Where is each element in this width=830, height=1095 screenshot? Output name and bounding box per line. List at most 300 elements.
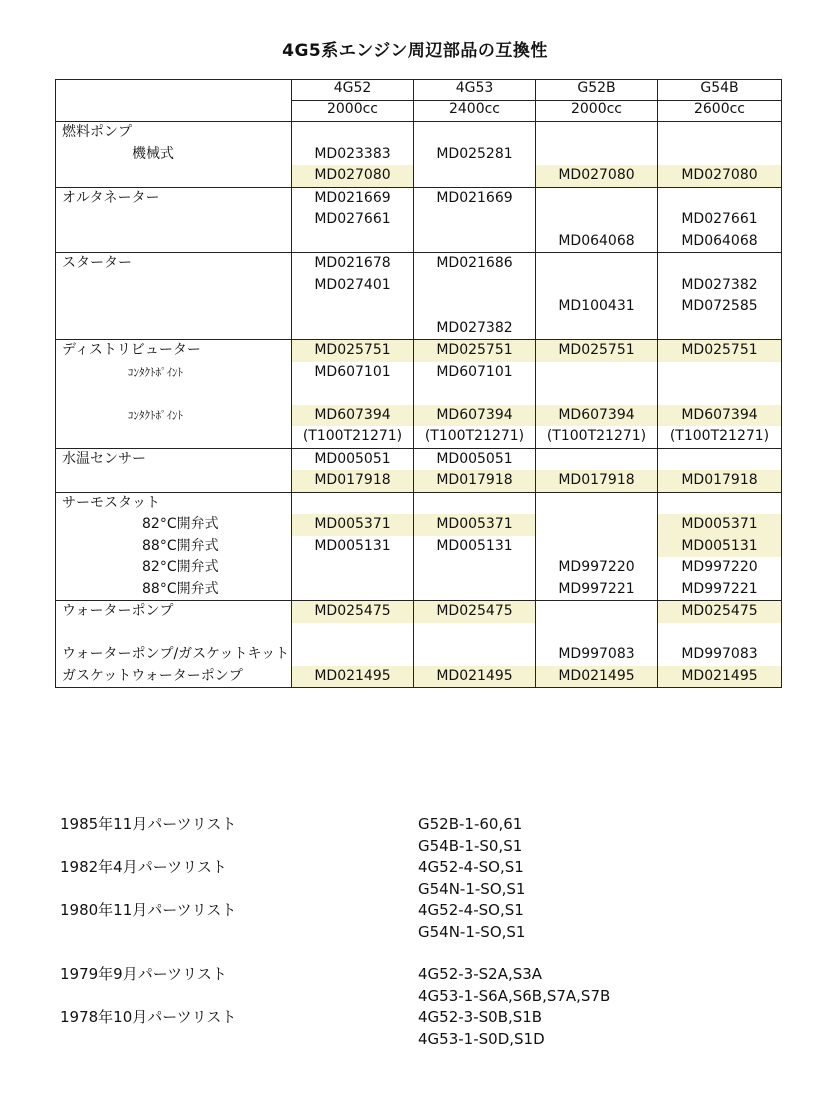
part-number: MD025475 bbox=[314, 603, 391, 619]
part-number bbox=[718, 123, 722, 141]
part-number-line bbox=[292, 188, 413, 210]
part-number bbox=[473, 384, 477, 402]
parts-list-code: 4G52-3-S0B,S1B bbox=[418, 1008, 543, 1026]
part-number-line bbox=[292, 470, 413, 492]
part-subtype: ガスケットウォーターポンプ bbox=[62, 667, 243, 684]
part-number-cell bbox=[536, 492, 658, 601]
part-number bbox=[718, 450, 722, 468]
part-number-cell bbox=[414, 601, 536, 688]
part-number: MD027080 bbox=[558, 167, 635, 183]
part-number-line bbox=[292, 275, 413, 297]
part-number-line bbox=[658, 579, 781, 601]
col-header-cc: 2000cc bbox=[536, 101, 658, 122]
part-number-line bbox=[292, 644, 413, 666]
part-number: MD607394 bbox=[681, 406, 758, 423]
part-label-cell bbox=[56, 492, 292, 601]
part-number: MD021669 bbox=[314, 189, 391, 206]
part-number-cell bbox=[658, 492, 782, 601]
part-number-line bbox=[536, 122, 657, 144]
part-subtype bbox=[56, 296, 291, 318]
part-number: (T100T21271) bbox=[546, 428, 647, 444]
part-number: MD607101 bbox=[436, 363, 513, 380]
part-number-line bbox=[414, 362, 535, 384]
part-number bbox=[473, 624, 477, 642]
part-number-line bbox=[414, 405, 535, 427]
part-number: MD021495 bbox=[436, 667, 513, 684]
part-number-line bbox=[536, 296, 657, 318]
col-header-cc: 2400cc bbox=[414, 101, 536, 122]
part-subtype: 88°C開弁式 bbox=[142, 537, 219, 554]
parts-list-row bbox=[60, 964, 760, 986]
part-subtype bbox=[56, 275, 291, 297]
part-number: MD005371 bbox=[681, 516, 758, 532]
col-header-model: G52B bbox=[536, 80, 658, 101]
part-number-cell bbox=[536, 448, 658, 492]
part-number-line bbox=[658, 253, 781, 275]
part-number-line bbox=[658, 426, 781, 448]
part-number-cell bbox=[536, 187, 658, 253]
part-number: MD021495 bbox=[558, 667, 635, 684]
parts-list-code: 4G53-1-S6A,S6B,S7A,S7B bbox=[418, 986, 611, 1005]
page-title: 4G5系エンジン周辺部品の互換性 bbox=[282, 41, 548, 61]
part-number-line bbox=[292, 231, 413, 253]
part-number-line bbox=[292, 557, 413, 579]
section-row bbox=[56, 122, 782, 188]
part-number bbox=[473, 166, 477, 184]
part-subtype bbox=[56, 209, 291, 231]
part-number-line bbox=[414, 318, 535, 340]
part-number-line bbox=[658, 514, 781, 536]
part-number-line bbox=[536, 188, 657, 210]
parts-list-code: G54N-1-SO,S1 bbox=[418, 922, 526, 941]
col-header-model: G54B bbox=[658, 80, 782, 101]
part-number bbox=[595, 624, 599, 642]
header-row-model bbox=[56, 80, 782, 101]
part-number: MD025751 bbox=[558, 342, 635, 358]
part-number: MD027080 bbox=[314, 167, 391, 183]
part-number-cell bbox=[292, 448, 414, 492]
part-number-line bbox=[658, 209, 781, 231]
part-number-line bbox=[658, 318, 781, 340]
part-number bbox=[718, 145, 722, 163]
part-number-line bbox=[292, 340, 413, 362]
part-number-line bbox=[536, 231, 657, 253]
part-number-line bbox=[658, 644, 781, 666]
part-number-line bbox=[414, 493, 535, 515]
part-number bbox=[595, 515, 599, 533]
part-number-line bbox=[414, 557, 535, 579]
part-number-line bbox=[658, 536, 781, 558]
part-number: MD997083 bbox=[558, 646, 635, 662]
part-number bbox=[473, 494, 477, 512]
part-number: MD997220 bbox=[558, 559, 635, 575]
part-number bbox=[351, 645, 355, 663]
part-number-cell bbox=[536, 253, 658, 340]
part-number-line bbox=[536, 275, 657, 297]
part-number: MD005131 bbox=[314, 537, 391, 554]
col-header-model: 4G53 bbox=[414, 80, 536, 101]
part-number: MD997083 bbox=[681, 646, 758, 662]
part-number-line bbox=[414, 601, 535, 623]
part-number: MD021686 bbox=[436, 255, 513, 271]
part-number-cell bbox=[536, 340, 658, 449]
part-number-line bbox=[292, 449, 413, 471]
part-number-line bbox=[292, 165, 413, 187]
parts-list-date: 1982年4月パーツリスト bbox=[60, 858, 227, 876]
part-name: サーモスタット bbox=[62, 494, 160, 511]
part-number-line bbox=[536, 536, 657, 558]
part-number-line bbox=[536, 666, 657, 688]
part-number-line bbox=[414, 122, 535, 144]
part-subtype: 82°C開弁式 bbox=[142, 516, 219, 532]
part-subtype: 82°C開弁式 bbox=[142, 559, 219, 575]
parts-list-code: G54B-1-S0,S1 bbox=[418, 836, 523, 855]
part-number-line bbox=[414, 231, 535, 253]
part-number-line bbox=[536, 383, 657, 405]
part-number bbox=[595, 602, 599, 620]
part-subtype: ｺﾝﾀｸﾄﾎﾟｲﾝﾄ bbox=[128, 365, 183, 379]
parts-list-row bbox=[60, 814, 760, 836]
section-row bbox=[56, 253, 782, 340]
part-number-line bbox=[658, 362, 781, 384]
part-subtype: ウォーターポンプ/ガスケットキット bbox=[62, 646, 290, 662]
part-number-cell bbox=[414, 122, 536, 188]
part-label-cell bbox=[56, 187, 292, 253]
part-number: MD025751 bbox=[436, 342, 513, 358]
parts-list-code: 4G52-4-SO,S1 bbox=[418, 858, 524, 876]
part-name: ディストリビューター bbox=[62, 342, 201, 358]
part-number: MD021669 bbox=[436, 189, 513, 206]
part-number-cell bbox=[658, 122, 782, 188]
parts-list-date: 1980年11月パーツリスト bbox=[60, 901, 237, 919]
parts-list-code: G54N-1-SO,S1 bbox=[418, 879, 526, 898]
part-number: MD025475 bbox=[681, 603, 758, 619]
part-number-line bbox=[658, 470, 781, 492]
part-number: MD005131 bbox=[681, 537, 758, 554]
part-number-line bbox=[536, 165, 657, 187]
part-number-line bbox=[414, 383, 535, 405]
part-number-line bbox=[536, 144, 657, 166]
part-number-cell bbox=[536, 601, 658, 688]
part-number-line bbox=[292, 579, 413, 601]
part-number bbox=[595, 537, 599, 555]
part-number bbox=[595, 384, 599, 402]
part-number-line bbox=[414, 579, 535, 601]
part-number-line bbox=[292, 253, 413, 275]
part-number: MD064068 bbox=[558, 232, 635, 249]
parts-list-date: 1979年9月パーツリスト bbox=[60, 965, 227, 983]
part-number bbox=[473, 210, 477, 228]
part-number-line bbox=[414, 165, 535, 187]
part-number-line bbox=[536, 493, 657, 515]
part-number-line bbox=[536, 362, 657, 384]
part-number-line bbox=[414, 296, 535, 318]
part-number bbox=[595, 363, 599, 381]
part-number-line bbox=[658, 383, 781, 405]
part-number: MD027382 bbox=[436, 319, 513, 336]
col-header-model: 4G52 bbox=[292, 80, 414, 101]
part-number-line bbox=[414, 623, 535, 645]
part-number: MD017918 bbox=[681, 472, 758, 488]
part-number: (T100T21271) bbox=[669, 428, 770, 444]
part-number-line bbox=[292, 362, 413, 384]
part-subtype: 機械式 bbox=[132, 145, 174, 162]
part-number: MD027080 bbox=[681, 167, 758, 183]
part-subtype bbox=[56, 426, 291, 448]
part-name: 燃料ポンプ bbox=[62, 124, 132, 140]
part-number: MD607101 bbox=[314, 363, 391, 380]
part-number bbox=[473, 232, 477, 250]
part-number bbox=[351, 297, 355, 315]
part-number-line bbox=[292, 666, 413, 688]
part-number-line bbox=[658, 122, 781, 144]
part-subtype bbox=[56, 383, 291, 405]
parts-list-row bbox=[60, 1029, 760, 1051]
part-number: MD607394 bbox=[436, 406, 513, 423]
part-number-cell bbox=[414, 448, 536, 492]
part-number-line bbox=[536, 579, 657, 601]
part-number-line bbox=[292, 209, 413, 231]
part-name: スターター bbox=[62, 255, 132, 271]
part-number: MD005051 bbox=[436, 450, 513, 467]
part-number: MD997221 bbox=[558, 580, 635, 597]
part-name: ウォーターポンプ bbox=[62, 603, 174, 619]
part-number-line bbox=[536, 340, 657, 362]
part-number-line bbox=[414, 536, 535, 558]
part-number-cell bbox=[292, 340, 414, 449]
part-number-cell bbox=[658, 340, 782, 449]
col-header-cc: 2600cc bbox=[658, 101, 782, 122]
part-name: オルタネーター bbox=[62, 189, 160, 206]
part-number bbox=[351, 384, 355, 402]
part-number: MD997220 bbox=[681, 559, 758, 575]
part-number bbox=[473, 558, 477, 576]
part-number bbox=[473, 297, 477, 315]
part-number: MD027401 bbox=[314, 276, 391, 293]
part-number-line bbox=[536, 557, 657, 579]
part-number bbox=[718, 319, 722, 337]
spacer bbox=[60, 943, 760, 964]
part-number bbox=[718, 624, 722, 642]
part-number-line bbox=[536, 470, 657, 492]
part-number-line bbox=[658, 340, 781, 362]
part-number-line bbox=[292, 514, 413, 536]
part-number-line bbox=[292, 623, 413, 645]
part-number-line bbox=[658, 601, 781, 623]
part-number bbox=[718, 494, 722, 512]
parts-list-row bbox=[60, 857, 760, 879]
part-number-line bbox=[414, 209, 535, 231]
part-number-cell bbox=[658, 253, 782, 340]
part-number bbox=[351, 319, 355, 337]
section-row bbox=[56, 448, 782, 492]
part-number: MD607394 bbox=[314, 406, 391, 423]
part-number-line bbox=[658, 623, 781, 645]
part-number-line bbox=[658, 144, 781, 166]
part-number-line bbox=[292, 296, 413, 318]
part-name: 水温センサー bbox=[62, 450, 146, 467]
part-number-line bbox=[658, 557, 781, 579]
part-number: MD021495 bbox=[681, 667, 758, 684]
part-number-cell bbox=[414, 253, 536, 340]
part-number: MD997221 bbox=[681, 580, 758, 597]
part-number-line bbox=[414, 666, 535, 688]
part-number: MD027661 bbox=[314, 211, 391, 227]
part-number-line bbox=[658, 449, 781, 471]
part-subtype bbox=[56, 470, 291, 492]
part-number-line bbox=[536, 253, 657, 275]
part-number: MD025751 bbox=[314, 342, 391, 358]
part-number: MD025475 bbox=[436, 603, 513, 619]
part-number: MD021495 bbox=[314, 667, 391, 684]
part-number-line bbox=[414, 144, 535, 166]
section-row bbox=[56, 187, 782, 253]
part-number-line bbox=[658, 231, 781, 253]
parts-list-row bbox=[60, 836, 760, 858]
part-number-line bbox=[292, 536, 413, 558]
part-number: MD027382 bbox=[681, 276, 758, 293]
part-number bbox=[351, 232, 355, 250]
section-row bbox=[56, 601, 782, 688]
part-number-line bbox=[414, 470, 535, 492]
part-subtype bbox=[56, 165, 291, 187]
part-number-cell bbox=[414, 187, 536, 253]
part-number: MD064068 bbox=[681, 232, 758, 249]
part-label-cell bbox=[56, 601, 292, 688]
part-number: MD607394 bbox=[558, 406, 635, 423]
part-label-cell bbox=[56, 122, 292, 188]
part-number bbox=[351, 494, 355, 512]
part-subtype bbox=[56, 231, 291, 253]
part-number-line bbox=[658, 275, 781, 297]
part-label-cell bbox=[56, 448, 292, 492]
part-number bbox=[595, 319, 599, 337]
parts-list-row bbox=[60, 986, 760, 1008]
part-number: MD023383 bbox=[314, 145, 391, 162]
part-number bbox=[473, 580, 477, 598]
part-number: MD005131 bbox=[436, 537, 513, 554]
part-number-line bbox=[414, 514, 535, 536]
part-number-line bbox=[536, 209, 657, 231]
part-number-cell bbox=[658, 448, 782, 492]
part-number: MD017918 bbox=[314, 472, 391, 488]
parts-list-references bbox=[60, 814, 760, 1050]
part-number-line bbox=[658, 493, 781, 515]
part-number-line bbox=[536, 644, 657, 666]
part-number bbox=[718, 363, 722, 381]
part-number-line bbox=[292, 144, 413, 166]
part-number: MD025281 bbox=[436, 145, 513, 162]
section-row bbox=[56, 492, 782, 601]
part-number-cell bbox=[292, 601, 414, 688]
part-number: MD005371 bbox=[314, 516, 391, 532]
part-number-cell bbox=[658, 601, 782, 688]
parts-list-code: 4G52-4-SO,S1 bbox=[418, 901, 524, 919]
part-number: MD005371 bbox=[436, 516, 513, 532]
part-number-cell bbox=[536, 122, 658, 188]
part-number-line bbox=[292, 383, 413, 405]
part-subtype bbox=[56, 318, 291, 340]
part-number bbox=[595, 145, 599, 163]
part-number-line bbox=[414, 340, 535, 362]
header-corner bbox=[56, 80, 292, 122]
part-number-line bbox=[536, 601, 657, 623]
part-subtype: ｺﾝﾀｸﾄﾎﾟｲﾝﾄ bbox=[128, 408, 183, 422]
parts-list-date: 1978年10月パーツリスト bbox=[60, 1008, 237, 1026]
part-number-line bbox=[414, 449, 535, 471]
parts-list-row bbox=[60, 900, 760, 922]
part-number-line bbox=[536, 623, 657, 645]
part-number bbox=[351, 558, 355, 576]
part-number-line bbox=[292, 405, 413, 427]
parts-list-row bbox=[60, 879, 760, 901]
parts-list-row bbox=[60, 1007, 760, 1029]
part-label-cell bbox=[56, 253, 292, 340]
part-number-cell bbox=[658, 187, 782, 253]
part-number: MD027661 bbox=[681, 211, 758, 227]
part-number-line bbox=[658, 188, 781, 210]
part-number-line bbox=[536, 405, 657, 427]
part-number-line bbox=[536, 449, 657, 471]
part-number: MD100431 bbox=[558, 298, 635, 314]
part-number bbox=[595, 123, 599, 141]
part-number-line bbox=[658, 666, 781, 688]
part-number-cell bbox=[292, 492, 414, 601]
part-number bbox=[351, 624, 355, 642]
part-number-line bbox=[292, 493, 413, 515]
parts-list-row bbox=[60, 922, 760, 944]
part-number bbox=[595, 189, 599, 207]
parts-list-date: 1985年11月パーツリスト bbox=[60, 815, 237, 833]
part-number bbox=[595, 210, 599, 228]
part-number-cell bbox=[292, 187, 414, 253]
part-number: (T100T21271) bbox=[302, 428, 403, 444]
parts-list-code: G52B-1-60,61 bbox=[418, 815, 523, 833]
parts-list-code: 4G53-1-S0D,S1D bbox=[418, 1029, 545, 1048]
part-number-cell bbox=[414, 340, 536, 449]
part-number: (T100T21271) bbox=[424, 428, 525, 444]
part-label-cell bbox=[56, 340, 292, 449]
part-number-line bbox=[292, 122, 413, 144]
part-subtype: 88°C開弁式 bbox=[142, 580, 219, 597]
part-number-line bbox=[292, 318, 413, 340]
part-number bbox=[718, 254, 722, 272]
section-row bbox=[56, 340, 782, 449]
part-subtype bbox=[56, 623, 291, 645]
part-number bbox=[351, 123, 355, 141]
part-number bbox=[595, 450, 599, 468]
part-number bbox=[595, 254, 599, 272]
part-number bbox=[595, 494, 599, 512]
part-number: MD021678 bbox=[314, 255, 391, 271]
part-number: MD005051 bbox=[314, 450, 391, 467]
parts-list-code: 4G52-3-S2A,S3A bbox=[418, 965, 543, 983]
part-number bbox=[473, 645, 477, 663]
part-number-cell bbox=[292, 122, 414, 188]
part-number bbox=[351, 580, 355, 598]
part-number-line bbox=[536, 426, 657, 448]
part-number bbox=[595, 276, 599, 294]
part-number-cell bbox=[292, 253, 414, 340]
part-number-line bbox=[292, 601, 413, 623]
part-number-line bbox=[414, 275, 535, 297]
part-number bbox=[473, 123, 477, 141]
part-number-line bbox=[658, 405, 781, 427]
part-number-line bbox=[292, 426, 413, 448]
part-number-line bbox=[536, 318, 657, 340]
part-number: MD017918 bbox=[558, 472, 635, 488]
part-number bbox=[473, 276, 477, 294]
